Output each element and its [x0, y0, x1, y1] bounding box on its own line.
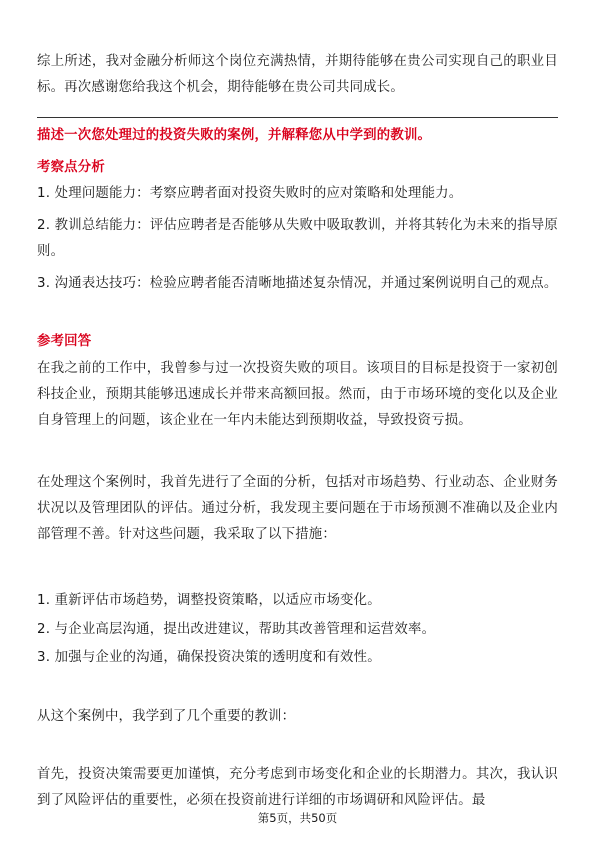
measure-item-1: 1. 重新评估市场趋势，调整投资策略，以适应市场变化。	[37, 593, 381, 608]
page-number: 第5页，共50页	[257, 811, 338, 825]
answer-paragraph-3: 从这个案例中，我学到了几个重要的教训：	[37, 709, 296, 724]
answer-paragraph-4: 首先，投资决策需要更加谨慎，充分考虑到市场变化和企业的长期潜力。其次，我认识到了风险评估的重要性，必须在投资前进行详细的市场调研和风险评估。最	[37, 767, 558, 808]
analysis-item-1: 1. 处理问题能力：考察应聘者面对投资失败时的应对策略和处理能力。	[37, 186, 463, 201]
measure-item-3: 3. 加强与企业的沟通，确保投资决策的透明度和有效性。	[37, 650, 381, 665]
section-divider	[37, 117, 558, 118]
answer-heading: 参考回答	[37, 334, 92, 349]
question-heading: 描述一次您处理过的投资失败的案例，并解释您从中学到的教训。	[37, 128, 432, 143]
analysis-item-3: 3. 沟通表达技巧：检验应聘者能否清晰地描述复杂情况，并通过案例说明自己的观点。	[37, 276, 558, 291]
answer-paragraph-1: 在我之前的工作中，我曾参与过一次投资失败的项目。该项目的目标是投资于一家初创科技企业，预期其能够迅速成长并带来高额回报。然而，由于市场环境的变化以及企业自身管理上的问题，该企业在一年内未能达到预期收益，导致投资亏损。	[37, 361, 558, 428]
answer-paragraph-2: 在处理这个案例时，我首先进行了全面的分析，包括对市场趋势、行业动态、企业财务状况以及管理团队的评估。通过分析，我发现主要问题在于市场预测不准确以及企业内部管理不善。针对这些问题，我采取了以下措施：	[37, 475, 558, 542]
measure-item-2: 2. 与企业高层沟通，提出改进建议，帮助其改善管理和运营效率。	[37, 622, 436, 637]
analysis-heading: 考察点分析	[37, 160, 105, 175]
intro-paragraph: 综上所述，我对金融分析师这个岗位充满热情，并期待能够在贵公司实现自己的职业目标。再次感谢您给我这个机会，期待能够在贵公司共同成长。	[37, 54, 558, 95]
analysis-item-2: 2. 教训总结能力：评估应聘者是否能够从失败中吸取教训，并将其转化为未来的指导原则。	[37, 218, 558, 259]
